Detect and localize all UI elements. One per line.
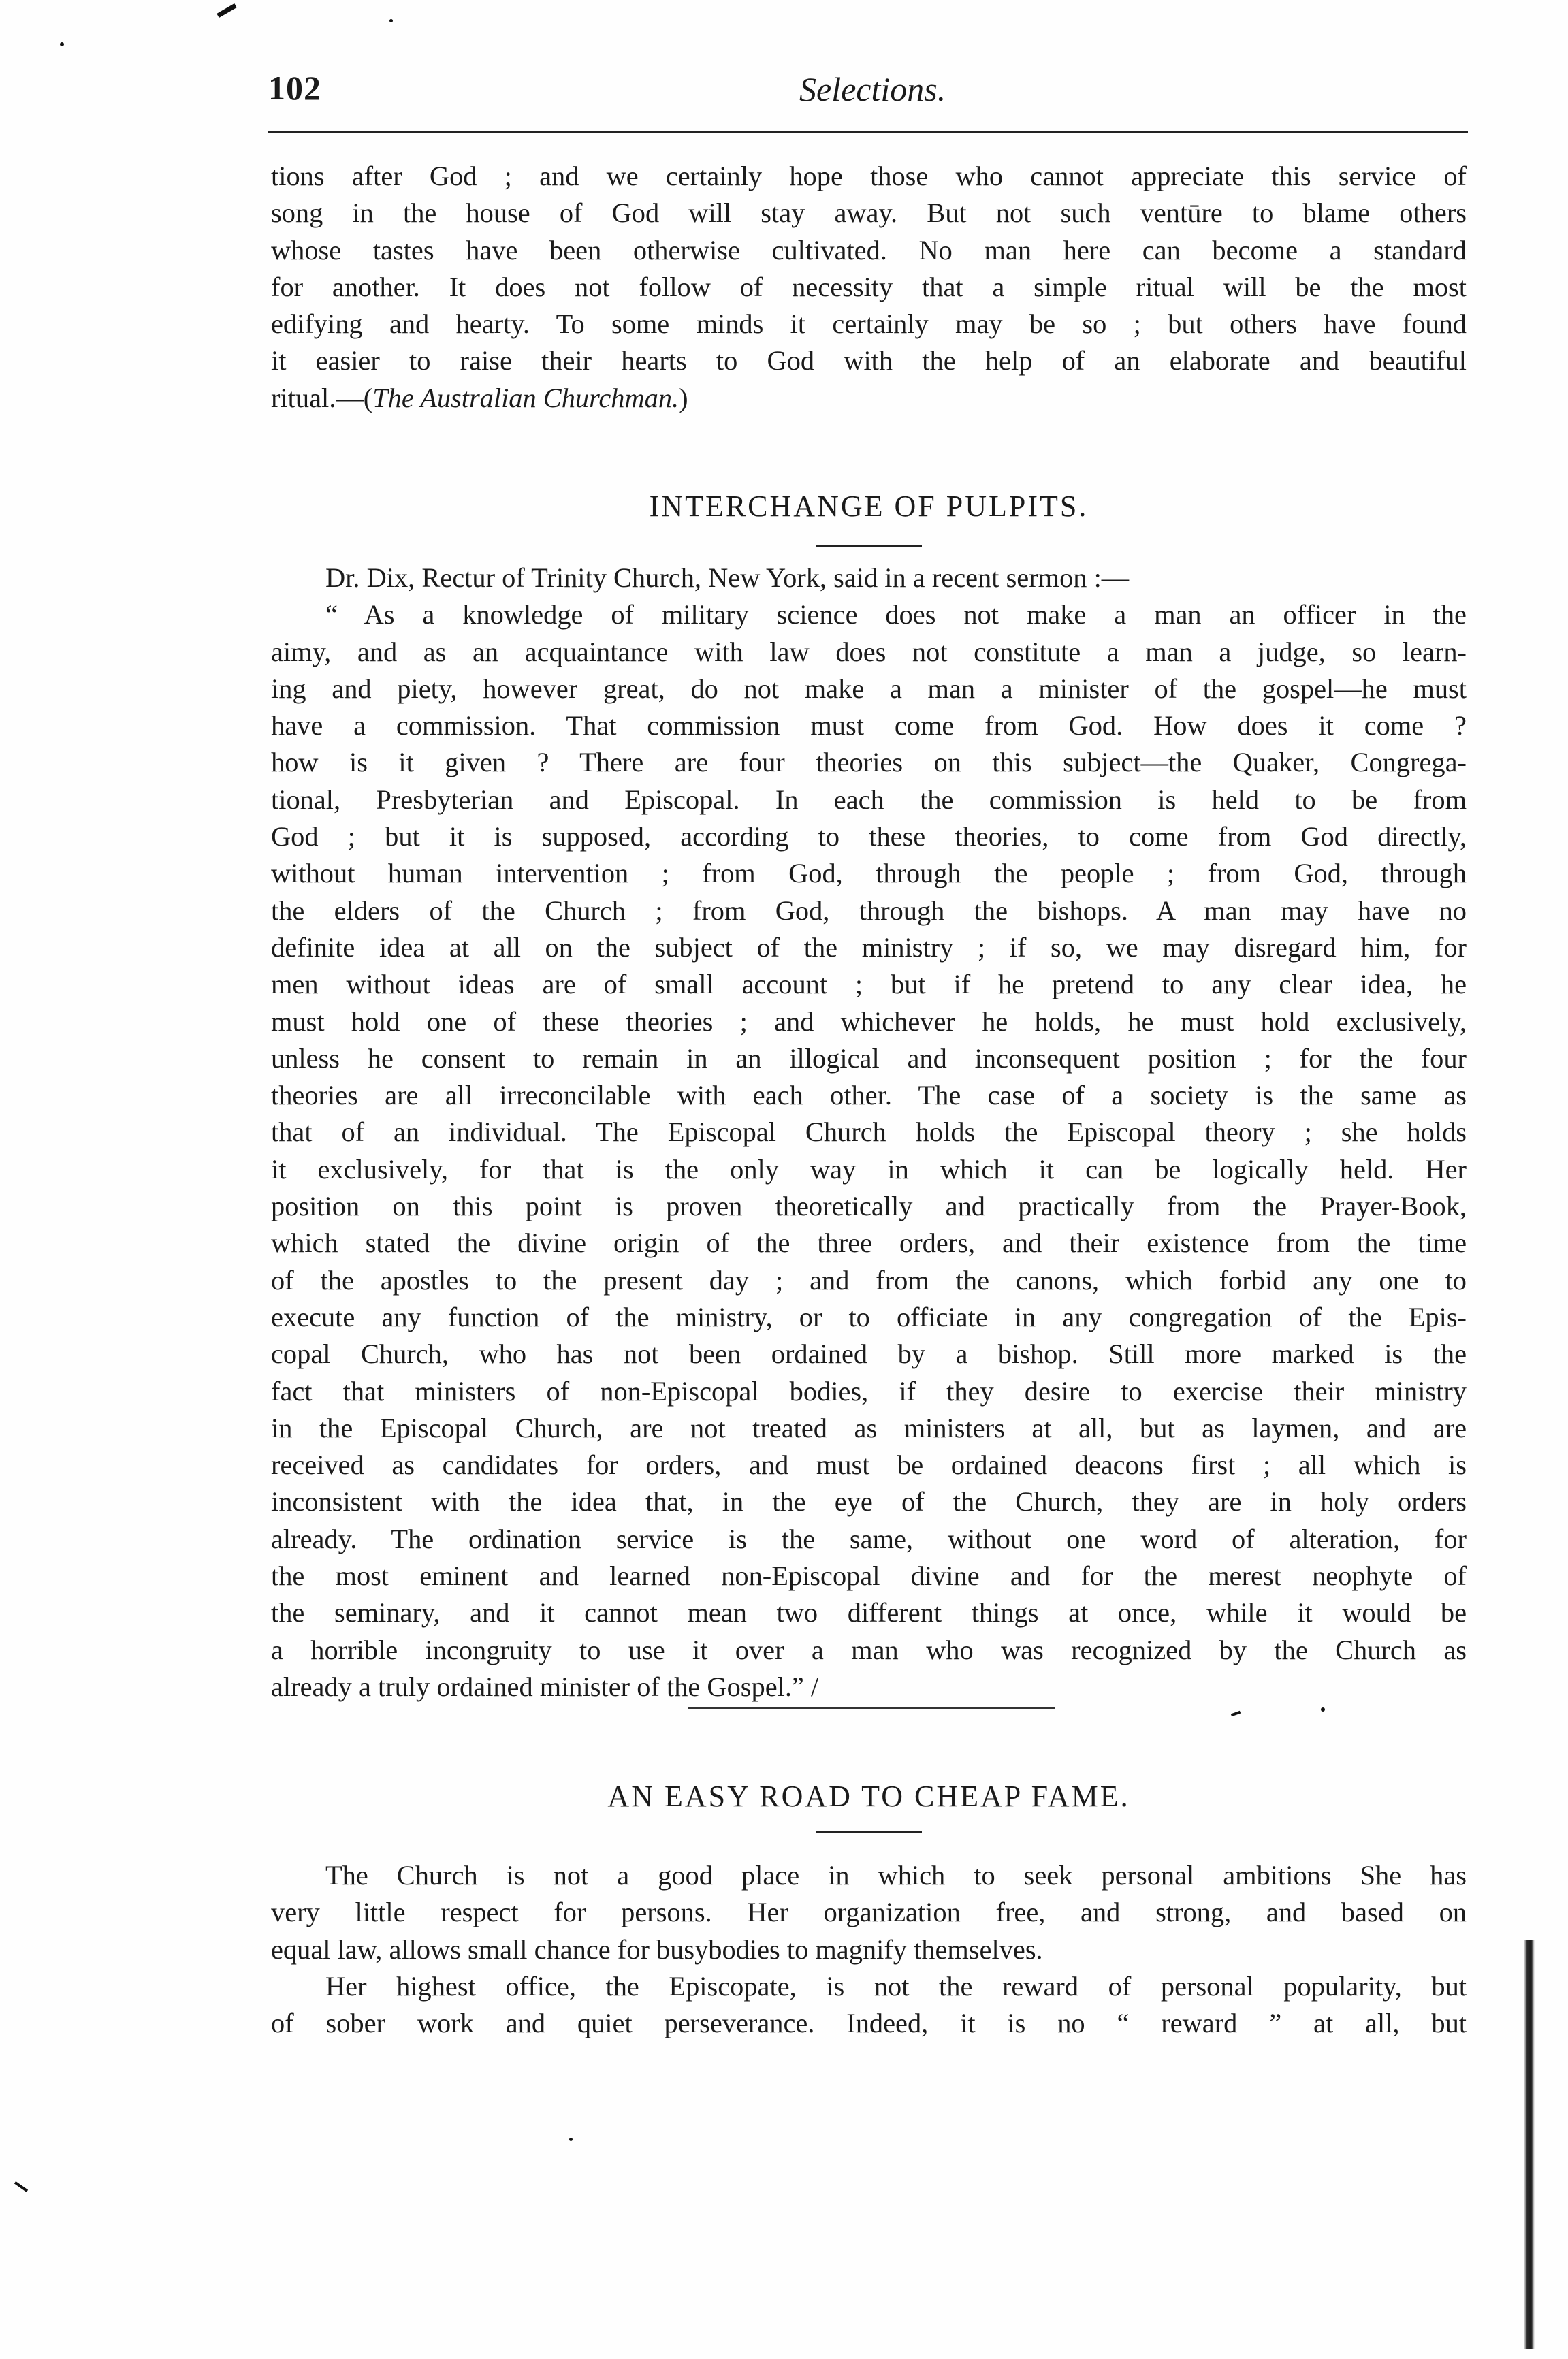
scan-mark xyxy=(217,3,236,18)
text-line: Her highest office, the Episcopate, is not the reward of personal popularity, but xyxy=(325,1970,1467,2002)
quote-line: have a commission. That commission must come from God. How does it come ? xyxy=(271,710,1467,741)
quote-line: already. The ordination service is the same, without one word of alteration, for xyxy=(271,1523,1467,1554)
quote-line: without human intervention ; from God, through the people ; from God, through xyxy=(271,858,1467,889)
quote-line: ing and piety, however great, do not make a man a minister of the gospel—he must xyxy=(271,673,1467,704)
quote-line: tional, Presbyterian and Episcopal. In each the commission is held to be from xyxy=(271,784,1467,815)
quote-line: theories are all irreconcilable with each other. The case of a society is the same as xyxy=(271,1080,1467,1111)
text-fragment: ) xyxy=(679,382,688,413)
text-line: whose tastes have been otherwise cultivated. No man here can become a standard xyxy=(271,234,1467,266)
quote-line-last: already a truly ordained minister of the Gospel.” / xyxy=(271,1671,819,1702)
quote-line: of the apostles to the present day ; and from the canons, which forbid any one to xyxy=(271,1264,1467,1296)
scan-speck xyxy=(60,42,64,46)
text-line: equal law, allows small chance for busybodies to magnify themselves. xyxy=(271,1933,1043,1965)
header-rule xyxy=(268,131,1468,133)
quote-line: inconsistent with the idea that, in the eye of the Church, they are in holy orders xyxy=(271,1486,1467,1518)
scan-speck xyxy=(569,2138,573,2141)
quote-line: fact that ministers of non-Episcopal bodies, if they desire to exercise their ministry xyxy=(271,1375,1467,1407)
title-rule xyxy=(816,545,922,547)
text-line-last xyxy=(271,380,1467,417)
quote-line: execute any function of the ministry, or to officiate in any congregation of the Epis- xyxy=(271,1301,1467,1332)
section-separator xyxy=(688,1707,1055,1709)
text-line: it easier to raise their hearts to God with the help of an elaborate and beautiful xyxy=(271,345,1467,376)
continuation-paragraph xyxy=(271,158,1467,417)
running-head: Selections. xyxy=(799,70,946,108)
quote-line: the seminary, and it cannot mean two different things at once, while it would be xyxy=(271,1597,1467,1628)
text-line: edifying and hearty. To some minds it certainly may be so ; but others have found xyxy=(271,308,1467,340)
text-line: of sober work and quiet perseverance. Indeed, it is no “ reward ” at all, but xyxy=(271,2008,1467,2039)
scan-speck xyxy=(389,19,393,22)
quote-line: position on this point is proven theoretically and practically from the Prayer-Book, xyxy=(271,1191,1467,1222)
section-title-easy-road: AN EASY ROAD TO CHEAP FAME. xyxy=(607,1780,1130,1813)
quote-line: unless he consent to remain in an illogical and inconsequent position ; for the four xyxy=(271,1042,1467,1074)
quote-line: the elders of the Church ; from God, through the bishops. A man may have no xyxy=(271,895,1467,926)
section-title-interchange: INTERCHANGE OF PULPITS. xyxy=(649,490,1089,523)
quote-line: how is it given ? There are four theories on this subject—the Quaker, Congrega- xyxy=(271,747,1467,778)
quote-line: copal Church, who has not been ordained by a bishop. Still more marked is the xyxy=(271,1338,1467,1370)
quote-line: which stated the divine origin of the three orders, and their existence from the time xyxy=(271,1227,1467,1259)
text-line: The Church is not a good place in which to seek personal ambitions She has xyxy=(325,1860,1467,1891)
page-number: 102 xyxy=(268,69,321,107)
source-citation: The Australian Churchman. xyxy=(372,382,679,413)
quote-line: aimy, and as an acquaintance with law does not constitute a man a judge, so learn- xyxy=(271,636,1467,667)
text-fragment: ritual.—( xyxy=(271,382,373,413)
quote-line: in the Episcopal Church, are not treated as ministers at all, but as laymen, and are xyxy=(271,1412,1467,1443)
quote-line: God ; but it is supposed, according to these theories, to come from God directly, xyxy=(271,821,1467,852)
quote-line: must hold one of these theories ; and whichever he holds, he must hold exclusively, xyxy=(271,1006,1467,1037)
quote-line: received as candidates for orders, and must be ordained deacons first ; all which is xyxy=(271,1449,1467,1481)
quote-line: definite idea at all on the subject of the ministry ; if so, we may disregard him, for xyxy=(271,931,1467,963)
text-line: for another. It does not follow of necessity that a simple ritual will be the most xyxy=(271,271,1467,302)
binding-edge xyxy=(1524,1940,1535,2349)
scan-speck xyxy=(1321,1707,1325,1712)
text-line: song in the house of God will stay away. But not such ventūre to blame others xyxy=(271,197,1467,229)
intro-line: Dr. Dix, Rectur of Trinity Church, New York, said in a recent sermon :— xyxy=(325,562,1130,593)
page-header xyxy=(268,61,1468,116)
scan-speck xyxy=(14,2181,28,2192)
interchange-body xyxy=(271,560,1467,1705)
title-rule xyxy=(816,1831,922,1833)
quote-line: the most eminent and learned non-Episcopal divine and for the merest neophyte of xyxy=(271,1560,1467,1592)
quote-line: “ As a knowledge of military science does not make a man an officer in the xyxy=(325,599,1467,630)
quote-line: that of an individual. The Episcopal Church holds the Episcopal theory ; she holds xyxy=(271,1117,1467,1148)
easy-road-body xyxy=(271,1857,1467,2042)
text-line: tions after God ; and we certainly hope those who cannot appreciate this service of xyxy=(271,161,1467,191)
quote-line: it exclusively, for that is the only way in which it can be logically held. Her xyxy=(271,1153,1467,1185)
scan-speck xyxy=(1231,1711,1241,1717)
quote-line: a horrible incongruity to use it over a man who was recognized by the Church as xyxy=(271,1634,1467,1665)
text-line: very little respect for persons. Her organization free, and strong, and based on xyxy=(271,1897,1467,1928)
quote-line: men without ideas are of small account ; but if he pretend to any clear idea, he xyxy=(271,969,1467,1000)
